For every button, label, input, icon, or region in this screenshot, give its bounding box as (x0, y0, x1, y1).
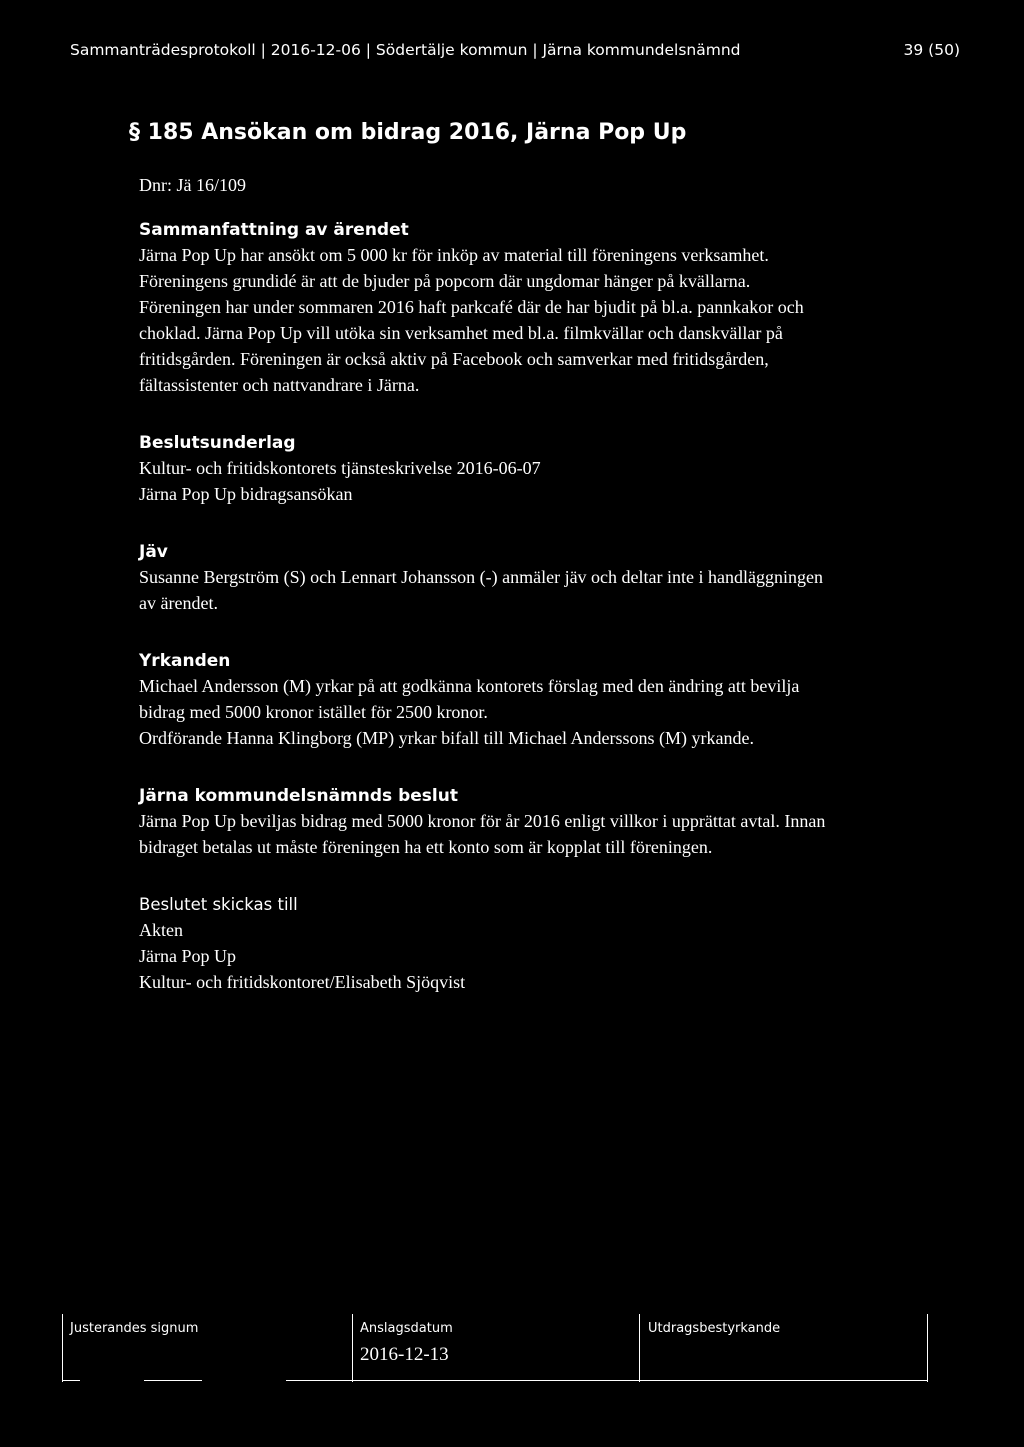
summary-line: Järna Pop Up har ansökt om 5 000 kr för inköp av material till föreningens verksamhet. (139, 245, 769, 265)
summary-heading: Sammanfattning av ärendet (139, 220, 409, 240)
footer-divider (927, 1314, 928, 1382)
recipient-item: Kultur- och fritidskontoret/Elisabeth Sjöqvist (139, 972, 466, 992)
signature-line (286, 1380, 928, 1381)
footer-divider (639, 1314, 640, 1382)
summary-line: choklad. Järna Pop Up vill utöka sin verksamhet med bl.a. filmkvällar och danskvällar på (139, 323, 783, 343)
signature-footer (62, 1314, 928, 1382)
decision-line: Järna Pop Up beviljas bidrag med 5000 kronor för år 2016 enligt villkor i upprättat avtal. Innan (139, 811, 826, 831)
case-number: Dnr: Jä 16/109 (139, 175, 246, 195)
basis-heading: Beslutsunderlag (139, 433, 296, 453)
document-body (129, 118, 959, 1028)
document-meta: Sammanträdesprotokoll | 2016-12-06 | Södertälje kommun | Järna kommundelsnämnd (70, 41, 741, 59)
section-title: § 185 Ansökan om bidrag 2016, Järna Pop Up (129, 120, 687, 145)
basis-section (139, 431, 959, 507)
page-number: 39 (50) (903, 41, 960, 59)
motions-line: Ordförande Hanna Klingborg (MP) yrkar bifall till Michael Anderssons (M) yrkande. (139, 728, 755, 748)
posting-date-label: Anslagsdatum (360, 1321, 453, 1336)
motions-section (139, 649, 959, 751)
recipients-heading: Beslutet skickas till (139, 895, 298, 914)
decision-heading: Järna kommundelsnämnds beslut (139, 786, 458, 806)
summary-section (139, 218, 959, 398)
summary-line: fältassistenter och nattvandrare i Järna. (139, 375, 420, 395)
page-header (70, 38, 960, 62)
decision-line: bidraget betalas ut måste föreningen ha ett konto som är kopplat till föreningen. (139, 837, 713, 857)
motions-line: Michael Andersson (M) yrkar på att godkänna kontorets förslag med den ändring att bevilja (139, 676, 800, 696)
motions-heading: Yrkanden (139, 651, 231, 671)
posting-date-value: 2016-12-13 (360, 1344, 449, 1365)
motions-line: bidrag med 5000 kronor istället för 2500 kronor. (139, 702, 488, 722)
footer-divider (62, 1314, 63, 1382)
recipients-section (139, 893, 959, 995)
recipient-item: Järna Pop Up (139, 946, 236, 966)
summary-line: fritidsgården. Föreningen är också aktiv på Facebook och samverkar med fritidsgården, (139, 349, 769, 369)
conflict-heading: Jäv (139, 542, 168, 562)
summary-line: Föreningens grundidé är att de bjuder på popcorn där ungdomar hänger på kvällarna. (139, 271, 751, 291)
basis-line: Järna Pop Up bidragsansökan (139, 484, 353, 504)
signature-line (144, 1380, 202, 1381)
decision-section (139, 784, 959, 860)
conflict-line: av ärendet. (139, 593, 218, 613)
summary-line: Föreningen har under sommaren 2016 haft parkcafé där de har bjudit på bl.a. pannkakor och (139, 297, 804, 317)
recipient-item: Akten (139, 920, 183, 940)
conflict-line: Susanne Bergström (S) och Lennart Johansson (-) anmäler jäv och deltar inte i handläggningen (139, 567, 823, 587)
signature-label: Justerandes signum (70, 1321, 199, 1336)
extract-certification-label: Utdragsbestyrkande (648, 1321, 781, 1336)
basis-line: Kultur- och fritidskontorets tjänsteskrivelse 2016-06-07 (139, 458, 541, 478)
footer-divider (352, 1314, 353, 1382)
conflict-section (139, 540, 959, 616)
signature-line (62, 1380, 80, 1381)
